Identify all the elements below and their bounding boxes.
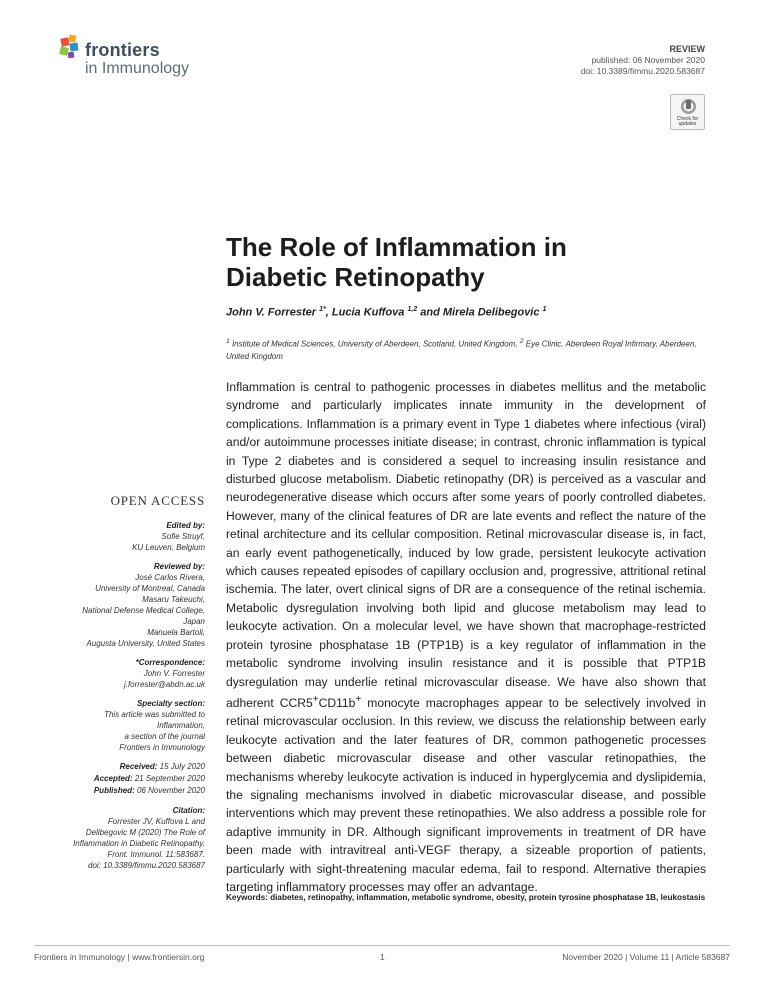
journal-name-line2: in Immunology — [85, 60, 190, 77]
affiliation-1: Institute of Medical Sciences, University of Aberdeen, Scotland, United Kingdom, — [231, 339, 520, 349]
footer-divider — [34, 945, 730, 946]
published-date-side: 06 November 2020 — [134, 786, 205, 795]
citation-line: Forrester JV, Kuffova L and — [107, 817, 205, 826]
reviewer-line: Augusta University, United States — [86, 639, 205, 648]
journal-logo — [58, 34, 218, 80]
author-name[interactable]: Mirela Delibegovic — [442, 306, 540, 319]
journal-name-line1: frontiers — [85, 40, 160, 60]
abstract — [226, 378, 706, 896]
check-for-updates-badge[interactable] — [670, 94, 705, 130]
dates-section — [40, 761, 205, 797]
specialty-line: This article was submitted to — [104, 710, 205, 719]
specialty-line: a section of the journal — [124, 732, 205, 741]
citation-line: Inflammation in Diabetic Retinopathy. — [73, 839, 205, 848]
article-sidebar — [40, 520, 205, 879]
citation-section — [40, 805, 205, 871]
abstract-superscript: + — [312, 693, 319, 705]
title-line-2: Diabetic Retinopathy — [226, 262, 485, 292]
accepted-row — [40, 773, 205, 785]
reviewer-line: Manuela Bartoli, — [147, 628, 205, 637]
affiliation-2: Eye Clinic, Aberdeen Royal Infirmary, Aberdeen, United Kingdom — [226, 339, 697, 361]
open-access-label: OPEN ACCESS — [110, 493, 205, 508]
affiliation-marker: 2 — [519, 338, 524, 345]
reviewer-line: José Carlos Rivera, — [135, 573, 205, 582]
author-affiliation-marker: 1,2 — [407, 306, 418, 313]
title-line-1: The Role of Inflammation in — [226, 232, 567, 262]
check-updates-label: Check for updates — [676, 116, 699, 127]
specialty-section — [40, 698, 205, 753]
editor-line: KU Leuven, Belgium — [132, 543, 205, 552]
received-date: 15 July 2020 — [157, 762, 205, 771]
citation-label: Citation: — [172, 806, 205, 815]
abstract-text-3: monocyte macrophages appear to be selectively involved in retinal microvascular occlusion. In this review, we discuss the relationship between early leukocyte activation and the later features of DR, common pathogenetic processes between diabetic microvascular disease and other vascular retinopathies, the mechanisms whereby leukocyte activation is induced in hyperglycemia and dyslipidemia, the signaling mechanisms involved in diabetic microvascular disease, and possible interventions which may prevent these retinopathies. We also address a possible role for adaptive immunity in DR. Although significant improvements in treatment of DR have been made with intravitreal anti-VEGF therapy, a sizeable proportion of patients, particularly with sight-threatening macular edema, fail to respond. Alternative therapies targeting inflammatory processes may offer an advantage. — [226, 695, 707, 894]
abstract-text-1: Inflammation is central to pathogenic processes in diabetes mellitus and the metabolic syndrome and particularly implicates innate immunity in the development of complications. Inflammation is a primary event in Type 1 diabetes where infectious (viral) and/or autoimmune processes initiate disease; in contrast, chronic inflammation is typical in Type 2 diabetes and is considered a sequel to increasing insulin resistance and disturbed glucose metabolism. Diabetic retinopathy (DR) is perceived as a vascular and neurodegenerative disease which occurs after some years of poorly controlled diabetes. However, many of the clinical features of DR are late events and reflect the nature of the retinal architecture and its cellular composition. Retinal microvascular disease is, in fact, an early event pathogenetically, induced by low grade, persistent leukocyte activation which causes repeated episodes of capillary occlusion and, progressive, attritional retinal ischemia. The later, overt clinical signs of DR are a consequence of the retinal ischemia. Metabolic dysregulation involving both lipid and glucose metabolism may lead to leukocyte activation. On a molecular level, we have shown that macrophage-restricted protein tyrosine phosphatase 1B (PTP1B) is a key regulator of inflammation in the metabolic syndrome involving insulin resistance and it is possible that PTP1B dysregulation may underlie retinal microvascular disease. We have also shown that adherent CCR5 — [226, 380, 706, 710]
footer-issue-info: November 2020 | Volume 11 | Article 583687 — [562, 952, 730, 962]
article-title — [226, 232, 567, 292]
check-updates-icon — [680, 98, 697, 115]
footer-journal[interactable]: Frontiers in Immunology | www.frontiersin.org — [34, 952, 205, 962]
correspondence-label: *Correspondence: — [135, 658, 205, 667]
page-number: 1 — [380, 952, 385, 962]
correspondence-email[interactable]: j.forrester@abdn.ac.uk — [123, 680, 205, 689]
accepted-date: 21 September 2020 — [132, 774, 205, 783]
author-name[interactable]: John V. Forrester — [226, 306, 317, 319]
published-date: published: 06 November 2020 — [591, 55, 705, 65]
keywords-text: diabetes, retinopathy, inflammation, metabolic syndrome, obesity, protein tyrosine phosphatase 1B, leukostasis — [267, 893, 706, 902]
published-row — [40, 785, 205, 797]
citation-line: Delibegovic M (2020) The Role of — [85, 828, 205, 837]
abstract-superscript: + — [355, 693, 362, 705]
edited-by-section — [40, 520, 205, 553]
affiliations — [226, 336, 706, 363]
edited-by-label: Edited by: — [166, 521, 205, 530]
author-separator: and — [417, 306, 443, 319]
reviewer-line: University of Montreal, Canada — [95, 584, 205, 593]
correspondence-section — [40, 657, 205, 690]
abstract-text-2: CD11b — [318, 695, 356, 710]
reviewer-line: Masaru Takeuchi, — [142, 595, 205, 604]
reviewed-by-section — [40, 561, 205, 649]
reviewed-by-label: Reviewed by: — [153, 562, 205, 571]
specialty-label: Specialty section: — [136, 699, 205, 708]
reviewer-line: Japan — [183, 617, 205, 626]
keywords — [226, 892, 706, 904]
article-doi[interactable]: doi: 10.3389/fimmu.2020.583687 — [580, 66, 705, 76]
accepted-label: Accepted: — [93, 774, 133, 783]
article-type: REVIEW — [669, 44, 705, 54]
editor-line: Sofie Struyf, — [161, 532, 205, 541]
keywords-label: Keywords: — [226, 893, 268, 902]
affiliation-marker: 1 — [226, 338, 230, 345]
frontiers-logo-icon — [58, 34, 82, 60]
specialty-line: Frontiers in Immunology — [119, 743, 205, 752]
article-meta-header — [581, 44, 705, 77]
specialty-line: Inflammation, — [156, 721, 205, 730]
author-name[interactable]: Lucia Kuffova — [331, 306, 405, 319]
received-label: Received: — [119, 762, 158, 771]
reviewer-line: National Defense Medical College, — [82, 606, 205, 615]
author-affiliation-marker: 1* — [319, 306, 326, 313]
author-separator: , — [325, 306, 332, 319]
citation-line: Front. Immunol. 11:583687. — [107, 850, 205, 859]
received-row — [40, 761, 205, 773]
citation-line: doi: 10.3389/fimmu.2020.583687 — [88, 861, 205, 870]
published-label: Published: — [93, 786, 135, 795]
correspondence-name: John V. Forrester — [143, 669, 205, 678]
author-list — [226, 306, 546, 319]
author-affiliation-marker: 1 — [542, 306, 547, 313]
